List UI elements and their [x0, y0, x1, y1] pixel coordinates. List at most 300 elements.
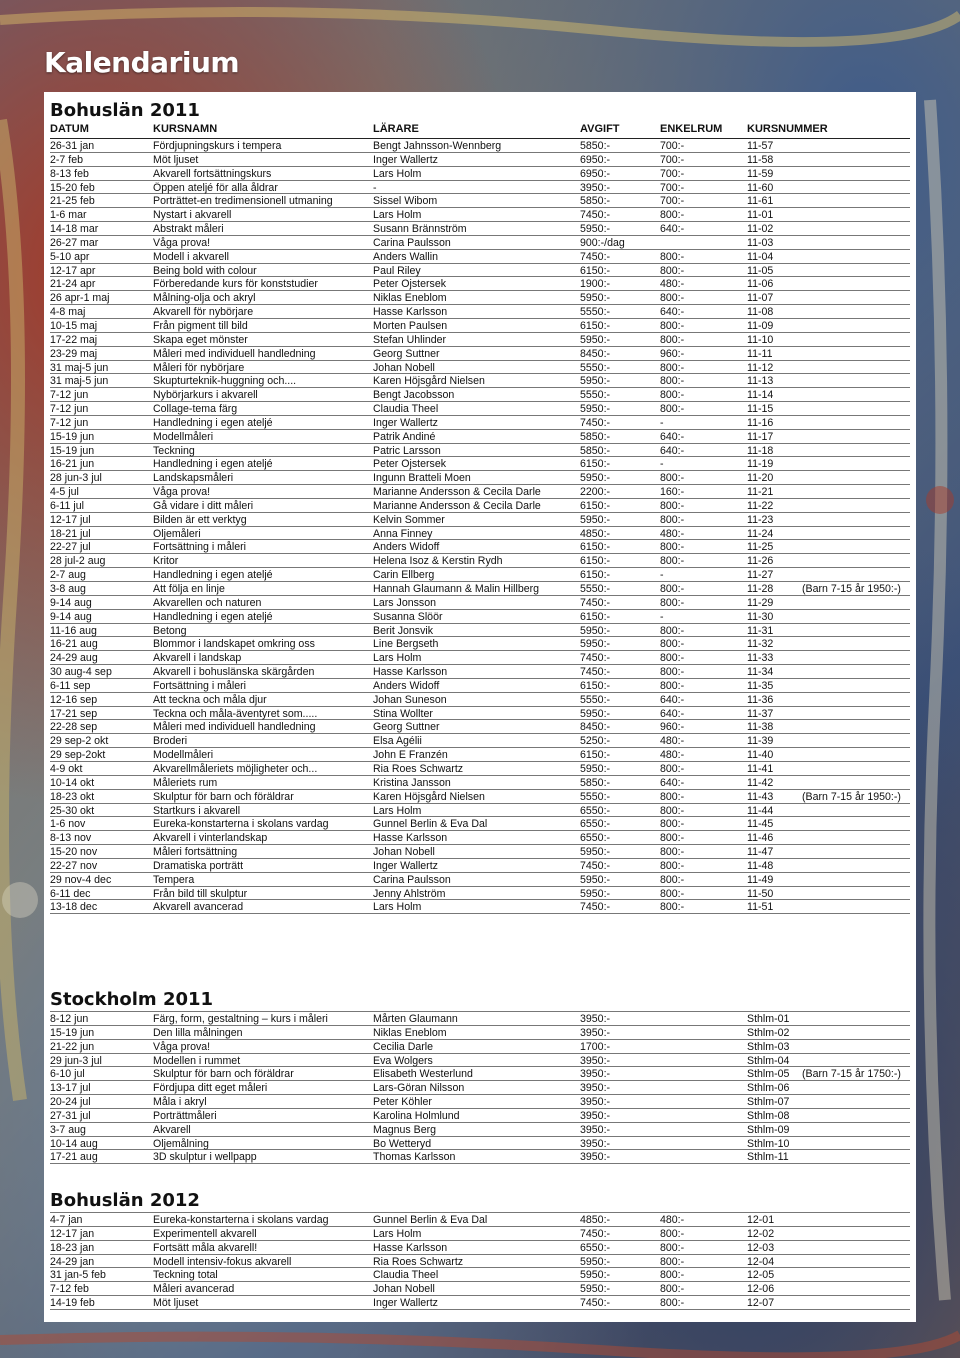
fee-cell: 6150:-	[580, 679, 611, 692]
table-row	[50, 693, 910, 707]
teacher-cell: Elsa Agélii	[373, 735, 422, 748]
course-number-cell: Sthlm-06	[747, 1082, 790, 1095]
date-cell: 31 maj-5 jun	[50, 361, 109, 374]
table-row	[50, 900, 910, 914]
date-cell: 15-20 nov	[50, 846, 98, 859]
fee-cell: 5950:-	[580, 624, 611, 637]
date-cell: 17-21 sep	[50, 707, 98, 720]
table-row	[50, 1109, 910, 1123]
single-room-cell: 800:-	[660, 1283, 685, 1296]
teacher-cell: John E Franzén	[373, 749, 448, 762]
teacher-cell: Jenny Ahlström	[373, 887, 446, 900]
teacher-cell: Carina Paulsson	[373, 236, 451, 249]
table-row	[50, 665, 910, 679]
date-cell: 15-19 jun	[50, 444, 95, 457]
course-number-cell: 11-46	[747, 832, 774, 845]
date-cell: 20-24 jul	[50, 1096, 91, 1109]
date-cell: 15-20 feb	[50, 181, 95, 194]
date-cell: 30 aug-4 sep	[50, 666, 112, 679]
table-row	[50, 347, 910, 361]
course-number-cell: 12-01	[747, 1214, 775, 1226]
single-room-cell: 480:-	[660, 1214, 685, 1226]
date-cell: 13-17 jul	[50, 1082, 91, 1095]
teacher-cell: Claudia Theel	[373, 403, 439, 416]
date-cell: 2-7 aug	[50, 569, 86, 582]
course-number-cell: 11-25	[747, 541, 774, 554]
table-row	[50, 527, 910, 541]
single-room-cell: 800:-	[660, 596, 685, 609]
table-row	[50, 388, 910, 402]
single-room-cell: -	[660, 458, 664, 471]
date-cell: 22-27 jul	[50, 541, 91, 554]
table-row	[50, 1213, 910, 1227]
course-number-cell: 11-18	[747, 444, 774, 457]
date-cell: 17-21 aug	[50, 1151, 98, 1164]
fee-cell: 6150:-	[580, 264, 611, 277]
teacher-cell: Stefan Uhlinder	[373, 333, 447, 346]
course-number-cell: 11-27	[747, 569, 774, 582]
course-name-cell: Måleriets rum	[153, 776, 218, 789]
course-number-cell: 11-23	[747, 513, 774, 526]
teacher-cell: Cecilia Darle	[373, 1040, 434, 1053]
course-name-cell: Modell i akvarell	[153, 250, 229, 263]
table-row	[50, 277, 910, 291]
course-number-cell: Sthlm-10	[747, 1137, 790, 1150]
teacher-cell: Ingunn Bratteli Moen	[373, 472, 471, 485]
teacher-cell: Karen Höjsgård Nielsen	[373, 790, 485, 803]
fee-cell: 5550:-	[580, 361, 611, 374]
teacher-cell: Morten Paulsen	[373, 319, 448, 332]
date-cell: 28 jun-3 jul	[50, 472, 102, 485]
table-row	[50, 762, 910, 776]
table-row	[50, 167, 910, 181]
teacher-cell: Stina Wollter	[373, 707, 433, 720]
fee-cell: 6150:-	[580, 541, 611, 554]
single-room-cell: 640:-	[660, 223, 685, 236]
fee-cell: 6550:-	[580, 818, 611, 831]
table-row	[50, 264, 910, 278]
table-row	[50, 651, 910, 665]
table-row	[50, 873, 910, 887]
course-name-cell: Fortsättning i måleri	[153, 679, 247, 692]
teacher-cell: Niklas Eneblom	[373, 1026, 447, 1039]
single-room-cell: 800:-	[660, 887, 685, 900]
column-single-room: ENKELRUM	[660, 123, 723, 135]
course-name-cell: Fördjupningskurs i tempera	[153, 140, 282, 152]
teacher-cell: Magnus Berg	[373, 1123, 437, 1136]
teacher-cell: Anders Wallin	[373, 250, 438, 263]
single-room-cell: 800:-	[660, 652, 685, 665]
course-number-cell: 11-50	[747, 887, 774, 900]
teacher-cell: Bengt Jahnsson-Wennberg	[373, 140, 502, 152]
table-row	[50, 181, 910, 195]
table-row	[50, 790, 910, 804]
course-name-cell: Öppen ateljé för alla åldrar	[153, 181, 278, 194]
course-name-cell: Dramatiska porträtt	[153, 859, 244, 872]
date-cell: 29 jun-3 jul	[50, 1054, 102, 1067]
teacher-cell: Kristina Jansson	[373, 776, 451, 789]
course-name-cell: Blommor i landskapet omkring oss	[153, 638, 315, 651]
course-number-cell: Sthlm-01	[747, 1013, 790, 1025]
course-number-cell: 11-36	[747, 693, 774, 706]
single-room-cell: 800:-	[660, 264, 685, 277]
single-room-cell: 800:-	[660, 1241, 685, 1254]
single-room-cell: 800:-	[660, 583, 685, 595]
course-number-cell: 11-03	[747, 236, 774, 249]
column-course-number: KURSNUMMER	[747, 123, 828, 135]
date-cell: 22-27 nov	[50, 859, 98, 872]
single-room-cell: 480:-	[660, 749, 685, 762]
teacher-cell: Susann Brännström	[373, 223, 467, 236]
course-number-cell: 11-13	[747, 375, 774, 388]
single-room-cell: 800:-	[660, 403, 685, 416]
course-number-cell: 11-51	[747, 901, 774, 914]
course-number-cell: Sthlm-11	[747, 1151, 789, 1164]
teacher-cell: Ria Roes Schwartz	[373, 1255, 464, 1268]
table-row	[50, 444, 910, 458]
single-room-cell: 800:-	[660, 1227, 685, 1240]
fee-cell: 7450:-	[580, 859, 611, 872]
teacher-cell: Johan Suneson	[373, 693, 447, 706]
course-number-cell: Sthlm-02	[747, 1026, 790, 1039]
table-row	[50, 568, 910, 582]
single-room-cell: 700:-	[660, 167, 685, 180]
table-row	[50, 222, 910, 236]
course-number-cell: 11-33	[747, 652, 774, 665]
course-name-cell: Oljemålning	[153, 1137, 209, 1150]
table-row	[50, 1227, 910, 1241]
section-bohuslan-2011	[50, 100, 910, 914]
course-number-cell: 11-31	[747, 624, 774, 637]
course-name-cell: Fördjupa ditt eget måleri	[153, 1082, 268, 1095]
teacher-cell: Gunnel Berlin & Eva Dal	[373, 818, 488, 831]
teacher-cell: Lars Holm	[373, 901, 422, 914]
fee-cell: 4850:-	[580, 527, 611, 540]
course-number-cell: 12-06	[747, 1283, 775, 1296]
course-number-cell: 11-24	[747, 527, 774, 540]
date-cell: 12-17 jan	[50, 1227, 95, 1240]
fee-cell: 5850:-	[580, 140, 611, 152]
course-name-cell: Från pigment till bild	[153, 319, 248, 332]
course-name-cell: Akvarell	[153, 1123, 191, 1136]
fee-cell: 2200:-	[580, 486, 611, 499]
table-row	[50, 319, 910, 333]
course-name-cell: Modellmåleri	[153, 430, 214, 443]
column-header-row	[50, 122, 910, 139]
single-room-cell: 960:-	[660, 721, 685, 734]
teacher-cell: Paul Riley	[373, 264, 421, 277]
course-name-cell: Möt ljuset	[153, 1297, 199, 1310]
teacher-cell: Karolina Holmlund	[373, 1109, 460, 1122]
fee-cell: 6150:-	[580, 499, 611, 512]
single-room-cell: 800:-	[660, 1297, 685, 1310]
fee-cell: 6150:-	[580, 749, 611, 762]
table-row	[50, 236, 910, 250]
single-room-cell: -	[660, 416, 664, 429]
course-name-cell: Handledning i egen ateljé	[153, 458, 273, 471]
course-number-cell: 11-58	[747, 153, 774, 166]
teacher-cell: Hasse Karlsson	[373, 1241, 448, 1254]
course-number-cell: 11-05	[747, 264, 774, 277]
single-room-cell: 800:-	[660, 499, 685, 512]
single-room-cell: 800:-	[660, 804, 685, 817]
course-name-cell: Nybörjarkurs i akvarell	[153, 389, 258, 402]
course-number-cell: 11-37	[747, 707, 774, 720]
fee-cell: 3950:-	[580, 1096, 611, 1109]
fee-cell: 5250:-	[580, 735, 611, 748]
date-cell: 13-18 dec	[50, 901, 98, 914]
single-room-cell: 800:-	[660, 638, 685, 651]
course-name-cell: Porträttmåleri	[153, 1109, 217, 1122]
date-cell: 6-11 dec	[50, 887, 91, 900]
table-row	[50, 250, 910, 264]
fee-cell: 5950:-	[580, 1269, 611, 1282]
fee-cell: 3950:-	[580, 1123, 611, 1136]
course-number-cell: 12-05	[747, 1269, 775, 1282]
date-cell: 10-14 aug	[50, 1137, 98, 1150]
teacher-cell: Gunnel Berlin & Eva Dal	[373, 1214, 488, 1226]
table-row	[50, 845, 910, 859]
teacher-cell: Carin Ellberg	[373, 569, 435, 582]
teacher-cell: Peter Ojstersek	[373, 278, 447, 291]
teacher-cell: Inger Wallertz	[373, 859, 438, 872]
date-cell: 21-24 apr	[50, 278, 96, 291]
table-row	[50, 1282, 910, 1296]
date-cell: 5-10 apr	[50, 250, 90, 263]
date-cell: 18-23 okt	[50, 790, 95, 803]
date-cell: 8-12 jun	[50, 1013, 89, 1025]
course-number-cell: 11-34	[747, 666, 774, 679]
course-number-cell: 11-14	[747, 389, 774, 402]
single-room-cell: 700:-	[660, 195, 685, 208]
date-cell: 31 jan-5 feb	[50, 1269, 106, 1282]
date-cell: 26-27 mar	[50, 236, 99, 249]
fee-cell: 5550:-	[580, 583, 611, 595]
single-room-cell: 640:-	[660, 444, 685, 457]
table-row	[50, 748, 910, 762]
course-number-cell: Sthlm-03	[747, 1040, 790, 1053]
fee-cell: 7450:-	[580, 1297, 611, 1310]
teacher-cell: Lars Holm	[373, 804, 422, 817]
section-bohuslan-2012	[50, 1190, 910, 1310]
table-row	[50, 471, 910, 485]
fee-cell: 1900:-	[580, 278, 611, 291]
fee-cell: 3950:-	[580, 1026, 611, 1039]
teacher-cell: Anders Widoff	[373, 679, 440, 692]
course-number-cell: 11-38	[747, 721, 774, 734]
course-number-cell: 11-30	[747, 610, 774, 623]
teacher-cell: Line Bergseth	[373, 638, 439, 651]
table-row	[50, 637, 910, 651]
single-room-cell: 480:-	[660, 735, 685, 748]
table-row	[50, 1026, 910, 1040]
fee-cell: 5950:-	[580, 333, 611, 346]
single-room-cell: 800:-	[660, 790, 685, 803]
course-number-cell: 12-04	[747, 1255, 775, 1268]
single-room-cell: 800:-	[660, 1255, 685, 1268]
teacher-cell: -	[373, 181, 377, 194]
course-name-cell: Måleri med individuell handledning	[153, 721, 316, 734]
course-name-cell: Fortsättning i måleri	[153, 541, 247, 554]
fee-cell: 5850:-	[580, 776, 611, 789]
course-name-cell: Akvarellen och naturen	[153, 596, 262, 609]
table-row	[50, 153, 910, 167]
table-row	[50, 1241, 910, 1255]
fee-cell: 5950:-	[580, 403, 611, 416]
course-name-cell: Möt ljuset	[153, 153, 199, 166]
date-cell: 24-29 jan	[50, 1255, 95, 1268]
table-row	[50, 416, 910, 430]
course-number-cell: 11-44	[747, 804, 774, 817]
single-room-cell: 800:-	[660, 209, 685, 222]
single-room-cell: 800:-	[660, 624, 685, 637]
date-cell: 6-11 sep	[50, 679, 91, 692]
table-row	[50, 859, 910, 873]
course-number-cell: 12-03	[747, 1241, 775, 1254]
course-number-cell: Sthlm-08	[747, 1109, 790, 1122]
date-cell: 18-23 jan	[50, 1241, 95, 1254]
course-number-cell: 11-22	[747, 499, 774, 512]
date-cell: 21-25 feb	[50, 195, 95, 208]
section-title: Bohuslän 2012	[50, 1190, 200, 1211]
date-cell: 6-10 jul	[50, 1068, 85, 1081]
teacher-cell: Georg Suttner	[373, 347, 440, 360]
single-room-cell: 800:-	[660, 873, 685, 886]
course-number-cell: 11-61	[747, 195, 774, 208]
table-row	[50, 499, 910, 513]
table-row	[50, 208, 910, 222]
course-name-cell: Modellmåleri	[153, 749, 214, 762]
single-room-cell: 800:-	[660, 319, 685, 332]
teacher-cell: Inger Wallertz	[373, 153, 438, 166]
course-name-cell: Betong	[153, 624, 187, 637]
table-row	[50, 734, 910, 748]
course-name-cell: Måleri avancerad	[153, 1283, 235, 1296]
date-cell: 7-12 jun	[50, 403, 89, 416]
table-row	[50, 1137, 910, 1151]
teacher-cell: Hasse Karlsson	[373, 832, 448, 845]
course-number-cell: 12-07	[747, 1297, 775, 1310]
course-rows	[50, 1011, 910, 1164]
table-row	[50, 1095, 910, 1109]
table-row	[50, 776, 910, 790]
course-name-cell: Från bild till skulptur	[153, 887, 248, 900]
note-cell: (Barn 7-15 år 1750:-)	[802, 1068, 901, 1081]
date-cell: 23-29 maj	[50, 347, 98, 360]
table-row	[50, 1040, 910, 1054]
course-number-cell: 11-43	[747, 790, 774, 803]
date-cell: 29 sep-2okt	[50, 749, 106, 762]
date-cell: 2-7 feb	[50, 153, 83, 166]
course-number-cell: 11-42	[747, 776, 774, 789]
table-row	[50, 596, 910, 610]
course-number-cell: Sthlm-09	[747, 1123, 790, 1136]
fee-cell: 5950:-	[580, 1283, 611, 1296]
note-cell: (Barn 7-15 år 1950:-)	[802, 790, 901, 803]
date-cell: 15-19 jun	[50, 430, 95, 443]
teacher-cell: Georg Suttner	[373, 721, 440, 734]
date-cell: 14-19 feb	[50, 1297, 95, 1310]
table-row	[50, 291, 910, 305]
fee-cell: 6150:-	[580, 458, 611, 471]
course-name-cell: Akvarell för nybörjare	[153, 306, 254, 319]
table-row	[50, 804, 910, 818]
section-stockholm-2011	[50, 989, 910, 1164]
date-cell: 7-12 jun	[50, 389, 89, 402]
course-number-cell: 11-12	[747, 361, 774, 374]
teacher-cell: Inger Wallertz	[373, 416, 438, 429]
single-room-cell: 800:-	[660, 762, 685, 775]
single-room-cell: 480:-	[660, 278, 685, 291]
teacher-cell: Marianne Andersson & Cecila Darle	[373, 486, 541, 499]
fee-cell: 7450:-	[580, 596, 611, 609]
course-name-cell: Måleri fortsättning	[153, 846, 238, 859]
course-number-cell: 11-48	[747, 859, 774, 872]
table-row	[50, 402, 910, 416]
table-row	[50, 485, 910, 499]
course-number-cell: 11-09	[747, 319, 774, 332]
date-cell: 21-22 jun	[50, 1040, 95, 1053]
single-room-cell: 800:-	[660, 679, 685, 692]
single-room-cell: 800:-	[660, 859, 685, 872]
date-cell: 10-15 maj	[50, 319, 98, 332]
single-room-cell: 800:-	[660, 361, 685, 374]
fee-cell: 6550:-	[580, 1241, 611, 1254]
fee-cell: 7450:-	[580, 416, 611, 429]
single-room-cell: 800:-	[660, 250, 685, 263]
table-row	[50, 679, 910, 693]
course-name-cell: Porträttet-en tredimensionell utmaning	[153, 195, 333, 208]
course-number-cell: 11-19	[747, 458, 774, 471]
table-row	[50, 361, 910, 375]
course-name-cell: Abstrakt måleri	[153, 223, 224, 236]
course-name-cell: Att följa en linje	[153, 583, 225, 595]
fee-cell: 6150:-	[580, 319, 611, 332]
teacher-cell: Hannah Glaumann & Malin Hillberg	[373, 583, 540, 595]
course-number-cell: 11-39	[747, 735, 774, 748]
fee-cell: 5950:-	[580, 292, 611, 305]
single-room-cell: 960:-	[660, 347, 685, 360]
date-cell: 6-11 jul	[50, 499, 84, 512]
single-room-cell: 800:-	[660, 375, 685, 388]
course-name-cell: Nystart i akvarell	[153, 209, 232, 222]
table-row	[50, 305, 910, 319]
date-cell: 31 maj-5 jun	[50, 375, 109, 388]
single-room-cell: 160:-	[660, 486, 685, 499]
single-room-cell: 800:-	[660, 389, 685, 402]
fee-cell: 5950:-	[580, 513, 611, 526]
table-row	[50, 707, 910, 721]
course-name-cell: Skupturteknik-huggning och....	[153, 375, 297, 388]
teacher-cell: Peter Köhler	[373, 1096, 432, 1109]
course-number-cell: 11-45	[747, 818, 774, 831]
fee-cell: 5550:-	[580, 306, 611, 319]
section-title: Stockholm 2011	[50, 989, 214, 1010]
single-room-cell: 640:-	[660, 707, 685, 720]
single-room-cell: 800:-	[660, 292, 685, 305]
note-cell: (Barn 7-15 år 1950:-)	[802, 583, 901, 595]
course-name-cell: Handledning i egen ateljé	[153, 569, 273, 582]
date-cell: 12-16 sep	[50, 693, 98, 706]
fee-cell: 3950:-	[580, 1109, 611, 1122]
table-row	[50, 624, 910, 638]
course-number-cell: 11-20	[747, 472, 774, 485]
date-cell: 7-12 jun	[50, 416, 89, 429]
fee-cell: 6150:-	[580, 610, 611, 623]
teacher-cell: Niklas Eneblom	[373, 292, 447, 305]
course-name-cell: Kritor	[153, 555, 179, 568]
date-cell: 9-14 aug	[50, 596, 92, 609]
